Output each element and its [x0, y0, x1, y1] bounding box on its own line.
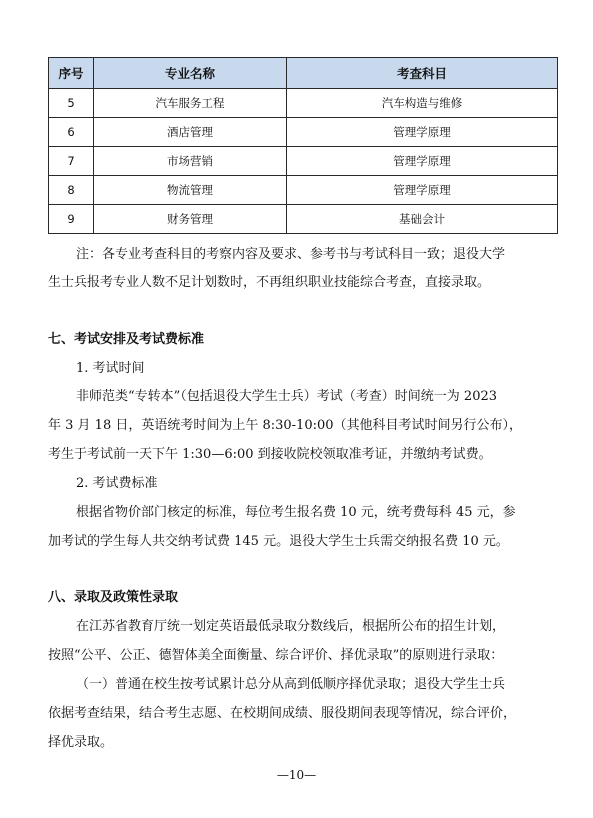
row-number: 8: [49, 176, 94, 205]
table-row: [49, 118, 558, 147]
row-major: 汽车服务工程: [94, 89, 287, 118]
exam-fee-line-1: 根据省物价部门核定的标准，每位考生报名费 10 元，统考费每科 45 元，参: [76, 505, 516, 520]
row-number: 6: [49, 118, 94, 147]
row-subject: 汽车构造与维修: [287, 89, 558, 118]
major-subject-table: [48, 57, 558, 234]
exam-time-line-3: 考生于考试前一天下午 1:30—6:00 到接收院校领取准考证，并缴纳考试费。: [48, 447, 492, 462]
table-row: [49, 147, 558, 176]
table-header-row: [49, 58, 558, 89]
subsection-exam-fee: 2. 考试费标准: [76, 476, 158, 491]
note-line-2: 生士兵报考专业人数不足计划数时，不再组织职业技能综合考查，直接录取。: [48, 275, 491, 290]
table-row: [49, 205, 558, 234]
section-8-heading: 八、录取及政策性录取: [48, 590, 179, 605]
admission-line-1: 在江苏省教育厅统一划定英语最低录取分数线后，根据所公布的招生计划，: [76, 619, 506, 634]
header-number: 序号: [49, 58, 94, 89]
section-7-heading: 七、考试安排及考试费标准: [48, 332, 205, 347]
row-major: 酒店管理: [94, 118, 287, 147]
row-number: 9: [49, 205, 94, 234]
row-major: 物流管理: [94, 176, 287, 205]
table-row: [49, 176, 558, 205]
exam-time-line-2: 年 3 月 18 日，英语统考时间为上午 8:30-10:00（其他科目考试时间另行公布），: [48, 418, 523, 433]
subsection-exam-time: 1. 考试时间: [76, 361, 145, 376]
exam-fee-line-2: 加考试的学生每人共交纳考试费 145 元。退役大学生士兵需交纳报名费 10 元。: [48, 534, 509, 549]
note-line-1: 注：各专业考查科目的考察内容及要求、参考书与考试科目一致；退役大学: [76, 247, 506, 262]
row-number: 7: [49, 147, 94, 176]
table-row: [49, 89, 558, 118]
row-subject: 管理学原理: [287, 176, 558, 205]
row-major: 市场营销: [94, 147, 287, 176]
row-major: 财务管理: [94, 205, 287, 234]
admission-policy-line-3: 择优录取。: [48, 735, 114, 750]
row-number: 5: [49, 89, 94, 118]
admission-policy-line-2: 依据考查结果，结合考生志愿、在校期间成绩、服役期间表现等情况，综合评价，: [48, 706, 517, 721]
page-number: —10—: [276, 768, 317, 782]
row-subject: 基础会计: [287, 205, 558, 234]
row-subject: 管理学原理: [287, 147, 558, 176]
header-major-name: 专业名称: [94, 58, 287, 89]
row-subject: 管理学原理: [287, 118, 558, 147]
header-exam-subject: 考查科目: [287, 58, 558, 89]
admission-policy-line-1: （一）普通在校生按考试累计总分从高到低顺序择优录取；退役大学生士兵: [76, 677, 506, 692]
exam-time-line-1: 非师范类“专转本”（包括退役大学生士兵）考试（考查）时间统一为 2023: [76, 389, 498, 404]
admission-line-2: 按照“公平、公正、德智体美全面衡量、综合评价、择优录取”的原则进行录取：: [48, 648, 504, 663]
